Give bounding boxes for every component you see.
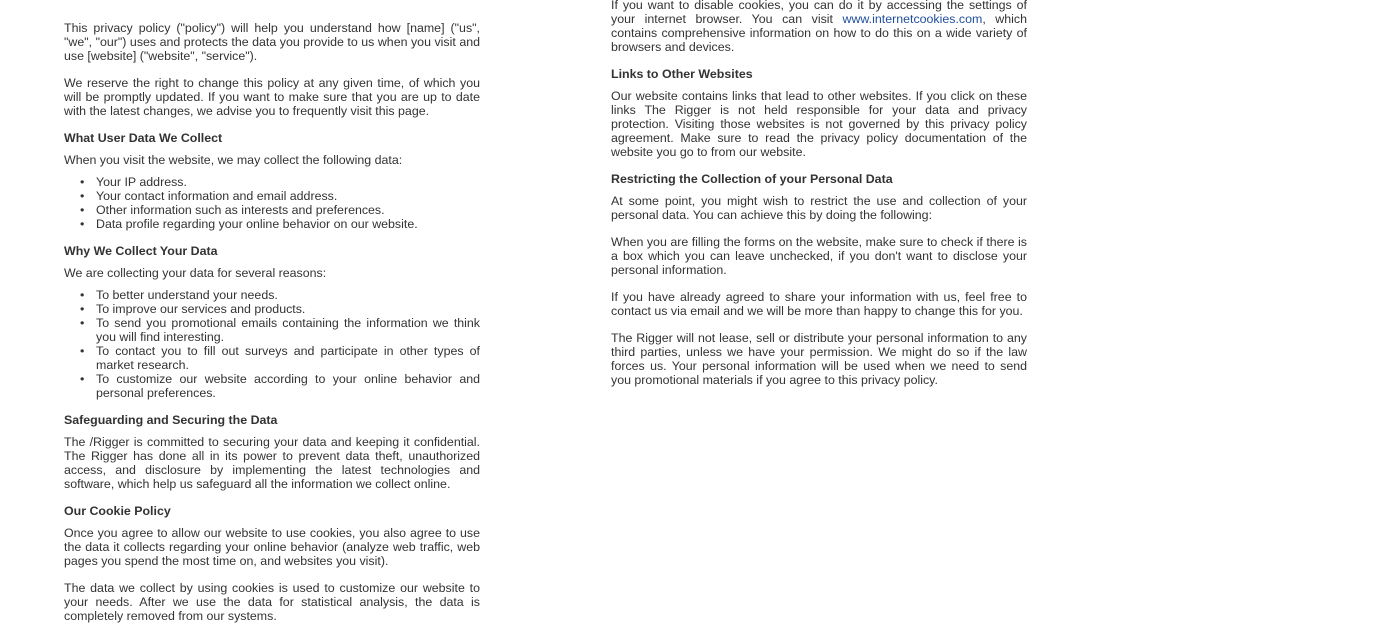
links-paragraph: Our website contains links that lead to other websites. If you click on these links The Rigger is not held responsible for your data and privacy protection. Visiting those websites is not governed by this privacy policy agreement. Make sure to read the privacy policy documentation of the website you go to from our website. <box>611 89 1027 159</box>
list-item: • To better understand your needs. <box>96 288 480 302</box>
list-item: • Data profile regarding your online behavior on our website. <box>96 217 480 231</box>
safeguarding-paragraph: The /Rigger is committed to securing your data and keeping it confidential. The Rigger has done all in its power to prevent data theft, unauthorized access, and disclosure by implementing the latest technologies and software, which help us safeguard all the information we collect online. <box>64 435 480 491</box>
restricting-paragraph-3: If you have already agreed to share your information with us, feel free to contact us via email and we will be more than happy to change this for you. <box>611 290 1027 318</box>
restricting-paragraph-2: When you are filling the forms on the website, make sure to check if there is a box which you can leave unchecked, if you don't want to disclose your personal information. <box>611 235 1027 277</box>
left-column <box>64 0 480 636</box>
list-item: • To contact you to fill out surveys and participate in other types of market research. <box>96 344 480 372</box>
list-item: • To customize our website according to your online behavior and personal preferences. <box>96 372 480 400</box>
list-item: • Your IP address. <box>96 175 480 189</box>
list-item: • Other information such as interests and preferences. <box>96 203 480 217</box>
list-item: • Your contact information and email address. <box>96 189 480 203</box>
disable-cookies-paragraph <box>611 0 1027 54</box>
links-heading: Links to Other Websites <box>611 67 753 81</box>
when-visit-paragraph: When you visit the website, we may collect the following data: <box>64 153 403 167</box>
reasons-list <box>64 288 480 400</box>
cookie-policy-heading: Our Cookie Policy <box>64 504 171 518</box>
restricting-paragraph-4: The Rigger will not lease, sell or distribute your personal information to any third parties, unless we have your permission. We might do so if the law forces us. Your personal information will be used when we need to send you promotional materials if you agree to this privacy policy. <box>611 331 1027 387</box>
why-paragraph: We are collecting your data for several reasons: <box>64 266 327 280</box>
right-column <box>611 0 1027 400</box>
disable-cookies-tail: , which contains comprehensive information on how to do this on a wide variety of browsers and devices. <box>611 12 1027 54</box>
cookie-paragraph-2: The data we collect by using cookies is used to customize our website to your needs. After we use the data for statistical analysis, the data is completely removed from our systems. <box>64 581 480 623</box>
cookie-paragraph-1: Once you agree to allow our website to use cookies, you also agree to use the data it collects regarding your online behavior (analyze web traffic, web pages you spend the most time on, and websites you visit). <box>64 526 480 568</box>
disable-cookies-text: If you want to disable cookies, you can do it by accessing the settings of your internet browser. You can visit <box>611 0 1027 26</box>
safeguarding-heading: Safeguarding and Securing the Data <box>64 413 278 427</box>
internet-cookies-link[interactable]: www.internetcookies.com <box>842 12 983 26</box>
intro-paragraph: This privacy policy ("policy") will help you understand how [name] ("us", "we", "our") uses and protects the data you provide to us when you visit and use [website] ("website", "service"). <box>64 21 480 63</box>
what-data-heading: What User Data We Collect <box>64 131 223 145</box>
collected-data-list <box>64 175 480 231</box>
list-item: • To improve our services and products. <box>96 302 480 316</box>
why-collect-heading: Why We Collect Your Data <box>64 244 218 258</box>
restricting-heading: Restricting the Collection of your Personal Data <box>611 172 893 186</box>
list-item: • To send you promotional emails containing the information we think you will find interesting. <box>96 316 480 344</box>
restricting-paragraph-1: At some point, you might wish to restrict the use and collection of your personal data. You can achieve this by doing the following: <box>611 194 1027 222</box>
policy-change-paragraph: We reserve the right to change this policy at any given time, of which you will be promptly updated. If you want to make sure that you are up to date with the latest changes, we advise you to frequently visit this page. <box>64 76 480 118</box>
